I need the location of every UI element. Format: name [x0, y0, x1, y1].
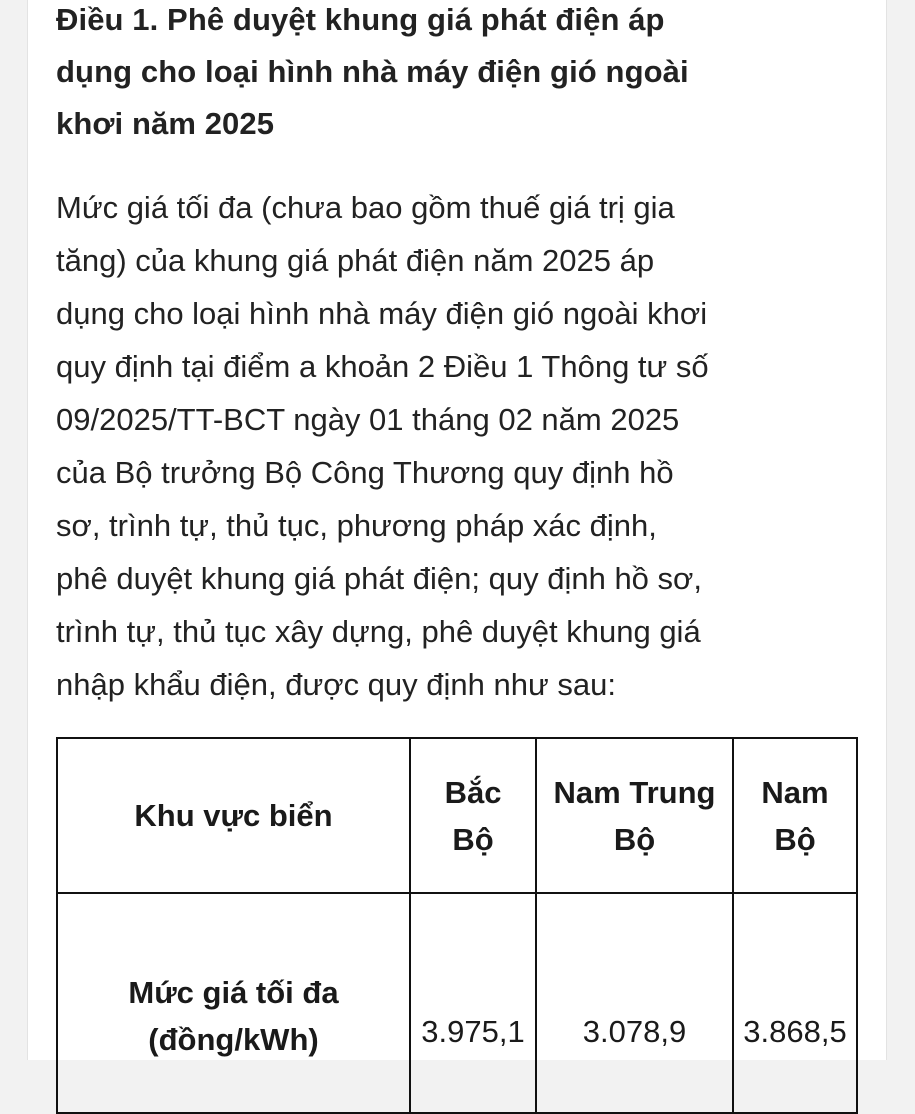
header-bac-bo	[410, 738, 536, 893]
heading-line: Điều 1. Phê duyệt khung giá phát điện áp	[56, 2, 665, 37]
header-nam-bo-line1: Nam	[761, 774, 829, 810]
row-label-line1: Mức giá tối đa	[128, 975, 339, 1010]
header-region-label: Khu vực biển	[134, 798, 333, 833]
table-header-row	[57, 738, 857, 893]
price-table	[56, 737, 858, 1114]
paragraph-line: tăng) của khung giá phát điện năm 2025 áp	[56, 243, 655, 278]
value-bac-bo: 3.975,1	[410, 893, 536, 1113]
header-bac-bo-line2: Bộ	[452, 821, 494, 857]
header-bac-bo-line1: Bắc	[444, 774, 502, 810]
article-content	[56, 0, 866, 711]
heading-line: khơi năm 2025	[56, 106, 275, 141]
table-row	[57, 893, 857, 1113]
value-nam-trung-bo: 3.078,9	[536, 893, 733, 1113]
paragraph-line: phê duyệt khung giá phát điện; quy định hồ sơ,	[56, 561, 702, 596]
header-nam-trung-bo	[536, 738, 733, 893]
article-paragraph	[56, 181, 866, 711]
heading-line: dụng cho loại hình nhà máy điện gió ngoài	[56, 54, 689, 89]
row-label-line2: (đồng/kWh)	[148, 1022, 319, 1057]
paragraph-line: Mức giá tối đa (chưa bao gồm thuế giá trị gia	[56, 190, 675, 225]
paragraph-line: trình tự, thủ tục xây dựng, phê duyệt khung giá	[56, 614, 701, 649]
article-heading	[56, 0, 866, 150]
header-nam-trung-bo-line1: Nam Trung	[553, 774, 716, 810]
paragraph-line: 09/2025/TT-BCT ngày 01 tháng 02 năm 2025	[56, 402, 680, 437]
paragraph-line: sơ, trình tự, thủ tục, phương pháp xác định,	[56, 508, 657, 543]
paragraph-line: nhập khẩu điện, được quy định như sau:	[56, 667, 616, 702]
paragraph-line: của Bộ trưởng Bộ Công Thương quy định hồ	[56, 455, 674, 490]
paragraph-line: quy định tại điểm a khoản 2 Điều 1 Thông tư số	[56, 349, 709, 384]
header-nam-bo-line2: Bộ	[774, 821, 816, 857]
header-nam-bo	[733, 738, 857, 893]
header-region	[57, 738, 410, 893]
value-nam-bo: 3.868,5	[733, 893, 857, 1113]
paragraph-line: dụng cho loại hình nhà máy điện gió ngoài khơi	[56, 296, 708, 331]
header-nam-trung-bo-line2: Bộ	[613, 821, 656, 857]
row-label	[57, 893, 410, 1113]
